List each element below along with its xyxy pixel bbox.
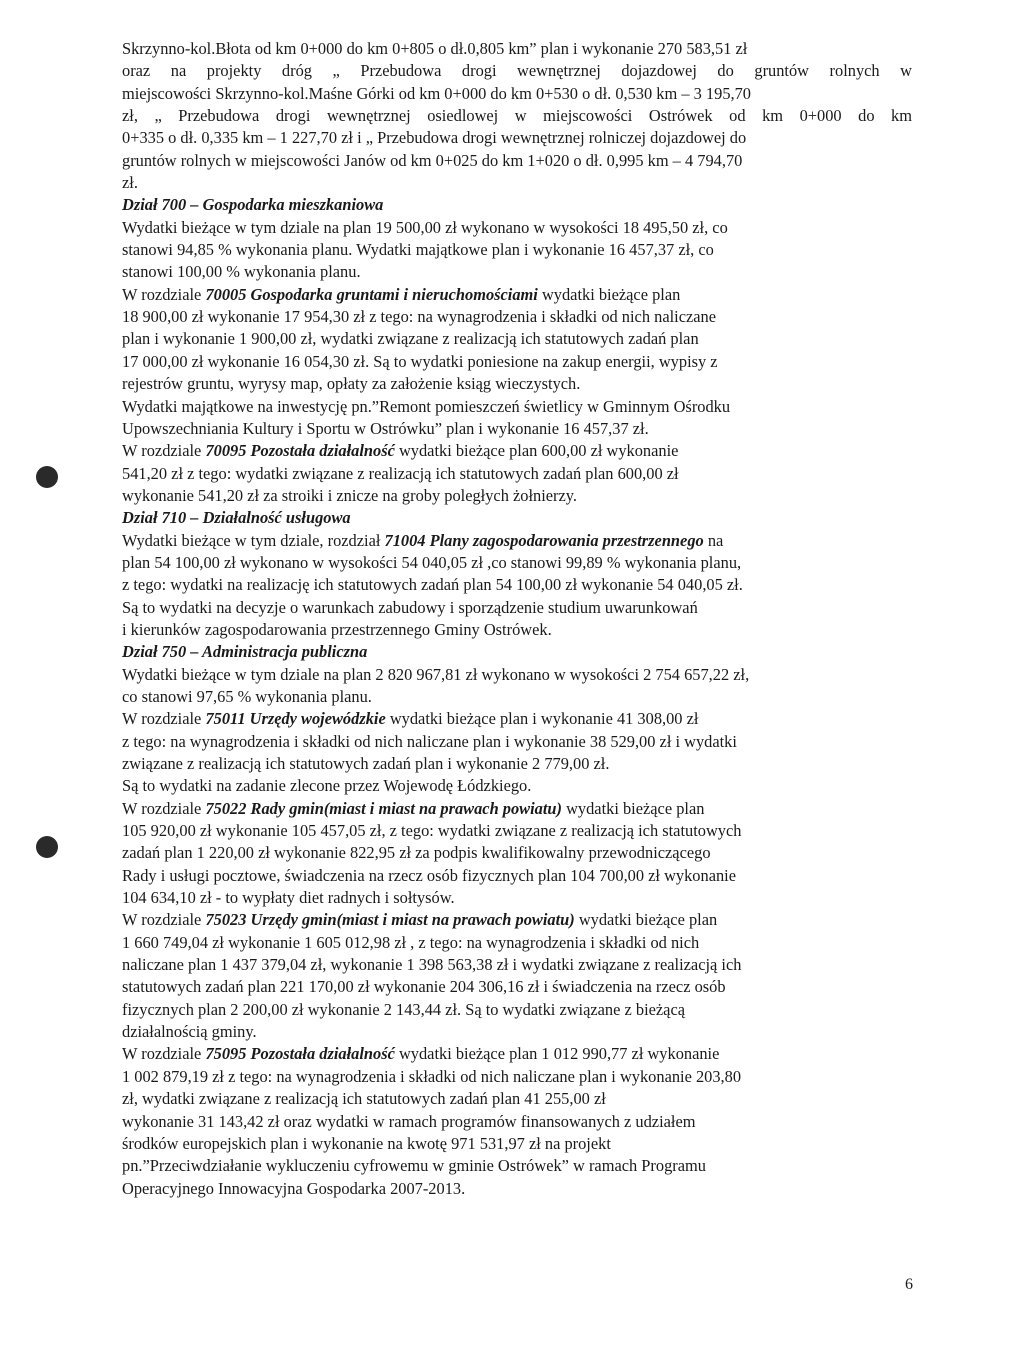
text-line	[122, 306, 912, 328]
text-line	[122, 1043, 912, 1065]
text-line	[122, 38, 912, 60]
text-line	[122, 60, 912, 82]
text-line	[122, 328, 912, 350]
text-line	[122, 865, 912, 887]
body-text: naliczane plan 1 437 379,04 zł, wykonanie 1 398 563,38 zł i wydatki związane z realizacją ich	[122, 955, 742, 975]
body-text: plan i wykonanie 1 900,00 zł, wydatki związane z realizacją ich statutowych zadań plan	[122, 329, 699, 349]
body-text: zł, wydatki związane z realizacją ich statutowych zadań plan 41 255,00 zł	[122, 1089, 606, 1109]
punch-hole	[36, 466, 58, 488]
body-text: gruntów rolnych w miejscowości Janów od km 0+025 do km 1+020 o dł. 0,995 km – 4 794,70	[122, 150, 743, 170]
text-line	[122, 172, 912, 194]
text-line	[122, 1133, 912, 1155]
body-text: zadań plan 1 220,00 zł wykonanie 822,95 zł za podpis kwalifikowalny przewodniczącego	[122, 843, 711, 863]
body-text: W rozdziale	[122, 441, 206, 461]
text-line	[122, 798, 912, 820]
section-heading: Dział 710 – Działalność usługowa	[122, 508, 351, 528]
body-text: pn.”Przeciwdziałanie wykluczeniu cyfrowemu w gminie Ostrówek” w ramach Programu	[122, 1156, 706, 1176]
body-text: W rozdziale	[122, 798, 206, 818]
document-body	[122, 38, 912, 1200]
body-text: W rozdziale	[122, 1044, 206, 1064]
body-text: fizycznych plan 2 200,00 zł wykonanie 2 143,44 zł. Są to wydatki związane z bieżącą	[122, 999, 685, 1019]
text-line	[122, 1066, 912, 1088]
text-line	[122, 820, 912, 842]
section-heading: 75022 Rady gmin(miast i miast na prawach powiatu)	[205, 798, 562, 818]
body-text: 1 002 879,19 zł z tego: na wynagrodzenia i składki od nich naliczane plan i wykonanie 203,80	[122, 1066, 742, 1086]
text-line	[122, 284, 912, 306]
text-line	[122, 351, 912, 373]
body-text: Wydatki bieżące w tym dziale, rozdział	[122, 530, 385, 550]
text-line	[122, 597, 912, 619]
text-line	[122, 619, 912, 641]
text-line	[122, 194, 912, 216]
section-heading: 71004 Plany zagospodarowania przestrzennego	[384, 530, 704, 550]
text-line	[122, 731, 912, 753]
body-text: 105 920,00 zł wykonanie 105 457,05 zł, z tego: wydatki związane z realizacją ich statutowych	[122, 821, 742, 841]
text-line	[122, 753, 912, 775]
text-line	[122, 485, 912, 507]
text-line	[122, 463, 912, 485]
text-line	[122, 83, 912, 105]
punch-hole	[36, 836, 58, 858]
body-text: W rozdziale	[122, 284, 206, 304]
text-line	[122, 507, 912, 529]
body-text: z tego: na wynagrodzenia i składki od nich naliczane plan i wykonanie 38 529,00 zł i wydatki	[122, 731, 737, 751]
body-text: z tego: wydatki na realizację ich statutowych zadań plan 54 100,00 zł wykonanie 54 040,05 zł.	[122, 575, 743, 595]
text-line	[122, 1088, 912, 1110]
page-number: 6	[905, 1276, 913, 1293]
body-text: oraz na projekty dróg „ Przebudowa drogi wewnętrznej dojazdowej do gruntów rolnych w	[122, 61, 912, 81]
text-line	[122, 641, 912, 663]
text-line	[122, 999, 912, 1021]
section-heading: 75023 Urzędy gmin(miast i miast na prawach powiatu)	[205, 910, 575, 930]
text-line	[122, 217, 912, 239]
body-text: zł.	[122, 173, 138, 193]
text-line	[122, 976, 912, 998]
section-heading: Dział 700 – Gospodarka mieszkaniowa	[122, 195, 384, 215]
section-heading: 75011 Urzędy wojewódzkie	[205, 709, 386, 729]
text-line	[122, 552, 912, 574]
body-text: wydatki bieżące plan	[561, 798, 705, 818]
body-text: stanowi 94,85 % wykonania planu. Wydatki majątkowe plan i wykonanie 16 457,37 zł, co	[122, 240, 714, 260]
body-text: wydatki bieżące plan 1 012 990,77 zł wykonanie	[394, 1044, 720, 1064]
body-text: wykonanie 31 143,42 zł oraz wydatki w ramach programów finansowanych z udziałem	[122, 1111, 696, 1131]
text-line	[122, 932, 912, 954]
section-heading: 70005 Gospodarka gruntami i nieruchomościami	[205, 284, 538, 304]
text-line	[122, 105, 912, 127]
text-line	[122, 530, 912, 552]
body-text: na	[703, 530, 724, 550]
body-text: Wydatki bieżące w tym dziale na plan 19 500,00 zł wykonano w wysokości 18 495,50 zł, co	[122, 217, 728, 237]
text-line	[122, 440, 912, 462]
text-line	[122, 1021, 912, 1043]
body-text: Wydatki majątkowe na inwestycję pn.”Remont pomieszczeń świetlicy w Gminnym Ośrodku	[122, 396, 731, 416]
body-text: wydatki bieżące plan 600,00 zł wykonanie	[394, 441, 679, 461]
text-line	[122, 373, 912, 395]
body-text: związane z realizacją ich statutowych zadań plan i wykonanie 2 779,00 zł.	[122, 754, 610, 773]
section-heading: 70095 Pozostała działalność	[205, 441, 395, 461]
text-line	[122, 418, 912, 440]
body-text: 0+335 o dł. 0,335 km – 1 227,70 zł i „ Przebudowa drogi wewnętrznej rolniczej dojazdowej do	[122, 128, 747, 148]
body-text: Upowszechniania Kultury i Sportu w Ostrówku” plan i wykonanie 16 457,37 zł.	[122, 418, 649, 438]
body-text: 104 634,10 zł - to wypłaty diet radnych i sołtysów.	[122, 888, 455, 908]
body-text: W rozdziale	[122, 910, 206, 930]
text-line	[122, 909, 912, 931]
body-text: 1 660 749,04 zł wykonanie 1 605 012,98 zł , z tego: na wynagrodzenia i składki od nich	[122, 932, 700, 952]
body-text: Operacyjnego Innowacyjna Gospodarka 2007-2013.	[122, 1178, 466, 1198]
text-line	[122, 708, 912, 730]
body-text: co stanowi 97,65 % wykonania planu.	[122, 686, 372, 706]
text-line	[122, 664, 912, 686]
text-line	[122, 396, 912, 418]
body-text: miejscowości Skrzynno-kol.Maśne Górki od km 0+000 do km 0+530 o dł. 0,530 km – 3 195,70	[122, 83, 751, 103]
text-line	[122, 1178, 912, 1200]
body-text: Skrzynno-kol.Błota od km 0+000 do km 0+805 o dł.0,805 km” plan i wykonanie 270 583,51 zł	[122, 39, 748, 58]
body-text: plan 54 100,00 zł wykonano w wysokości 54 040,05 zł ,co stanowi 99,89 % wykonania planu,	[122, 552, 742, 572]
body-text: wydatki bieżące plan	[574, 910, 718, 930]
body-text: działalnością gminy.	[122, 1022, 257, 1042]
text-line	[122, 686, 912, 708]
text-line	[122, 127, 912, 149]
body-text: Są to wydatki na zadanie zlecone przez Wojewodę Łódzkiego.	[122, 776, 532, 796]
body-text: wydatki bieżące plan i wykonanie 41 308,00 zł	[385, 709, 699, 729]
body-text: rejestrów gruntu, wyrysy map, opłaty za założenie ksiąg wieczystych.	[122, 374, 581, 394]
text-line	[122, 261, 912, 283]
body-text: 17 000,00 zł wykonanie 16 054,30 zł. Są to wydatki poniesione na zakup energii, wypisy z	[122, 351, 718, 371]
text-line	[122, 574, 912, 596]
body-text: Wydatki bieżące w tym dziale na plan 2 820 967,81 zł wykonano w wysokości 2 754 657,22 zł,	[122, 664, 750, 684]
text-line	[122, 1155, 912, 1177]
body-text: Są to wydatki na decyzje o warunkach zabudowy i sporządzenie studium uwarunkowań	[122, 597, 698, 617]
text-line	[122, 842, 912, 864]
body-text: 18 900,00 zł wykonanie 17 954,30 zł z tego: na wynagrodzenia i składki od nich naliczane	[122, 307, 716, 327]
section-heading: 75095 Pozostała działalność	[205, 1044, 395, 1064]
section-heading: Dział 750 – Administracja publiczna	[122, 642, 368, 662]
text-line	[122, 1111, 912, 1133]
body-text: Rady i usługi pocztowe, świadczenia na rzecz osób fizycznych plan 104 700,00 zł wykonanie	[122, 865, 736, 885]
body-text: zł, „ Przebudowa drogi wewnętrznej osiedlowej w miejscowości Ostrówek od km 0+000 do km	[122, 106, 912, 126]
body-text: środków europejskich plan i wykonanie na kwotę 971 531,97 zł na projekt	[122, 1133, 611, 1153]
text-line	[122, 150, 912, 172]
text-line	[122, 887, 912, 909]
body-text: wykonanie 541,20 zł za stroiki i znicze na groby poległych żołnierzy.	[122, 485, 577, 505]
text-line	[122, 239, 912, 261]
text-line	[122, 775, 912, 797]
body-text: i kierunków zagospodarowania przestrzennego Gminy Ostrówek.	[122, 619, 552, 639]
body-text: wydatki bieżące plan	[537, 284, 681, 304]
body-text: 541,20 zł z tego: wydatki związane z realizacją ich statutowych zadań plan 600,00 zł	[122, 463, 679, 483]
text-line	[122, 954, 912, 976]
body-text: statutowych zadań plan 221 170,00 zł wykonanie 204 306,16 zł i świadczenia na rzecz osób	[122, 977, 726, 997]
body-text: W rozdziale	[122, 709, 206, 729]
body-text: stanowi 100,00 % wykonania planu.	[122, 262, 361, 282]
